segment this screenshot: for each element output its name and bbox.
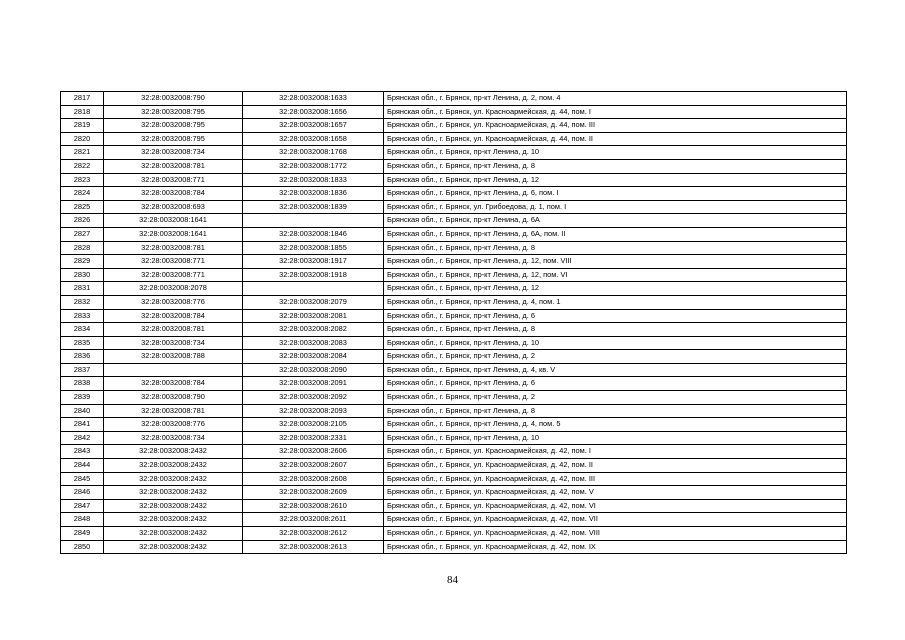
premises-cadastral-cell: 32:28:0032008:2092 (243, 391, 384, 405)
building-cadastral-cell (104, 363, 243, 377)
building-cadastral-cell: 32:28:0032008:795 (104, 105, 243, 119)
address-cell: Брянская обл., г. Брянск, ул. Красноармейская, д. 42, пом. VIII (384, 527, 847, 541)
address-cell: Брянская обл., г. Брянск, ул. Грибоедова, д. 1, пом. I (384, 200, 847, 214)
building-cadastral-cell: 32:28:0032008:781 (104, 241, 243, 255)
row-number-cell: 2822 (61, 159, 104, 173)
table-row (61, 119, 847, 133)
premises-cadastral-cell: 32:28:0032008:1656 (243, 105, 384, 119)
table-row (61, 377, 847, 391)
building-cadastral-cell: 32:28:0032008:795 (104, 132, 243, 146)
address-cell: Брянская обл., г. Брянск, пр-кт Ленина, д. 4, пом. 5 (384, 418, 847, 432)
address-cell: Брянская обл., г. Брянск, пр-кт Ленина, д. 12 (384, 173, 847, 187)
row-number-cell: 2818 (61, 105, 104, 119)
premises-cadastral-cell: 32:28:0032008:2084 (243, 350, 384, 364)
address-cell: Брянская обл., г. Брянск, пр-кт Ленина, д. 8 (384, 323, 847, 337)
premises-cadastral-cell: 32:28:0032008:1917 (243, 255, 384, 269)
building-cadastral-cell: 32:28:0032008:2432 (104, 472, 243, 486)
address-cell: Брянская обл., г. Брянск, ул. Красноармейская, д. 42, пом. II (384, 459, 847, 473)
address-cell: Брянская обл., г. Брянск, ул. Красноармейская, д. 42, пом. IX (384, 540, 847, 554)
premises-cadastral-cell: 32:28:0032008:2079 (243, 295, 384, 309)
table-row (61, 391, 847, 405)
row-number-cell: 2825 (61, 200, 104, 214)
table-row (61, 418, 847, 432)
building-cadastral-cell: 32:28:0032008:2432 (104, 527, 243, 541)
building-cadastral-cell: 32:28:0032008:771 (104, 255, 243, 269)
page-number: 84 (447, 574, 458, 586)
address-cell: Брянская обл., г. Брянск, пр-кт Ленина, д. 6 (384, 309, 847, 323)
building-cadastral-cell: 32:28:0032008:734 (104, 431, 243, 445)
building-cadastral-cell: 32:28:0032008:771 (104, 268, 243, 282)
premises-cadastral-cell: 32:28:0032008:1855 (243, 241, 384, 255)
building-cadastral-cell: 32:28:0032008:2078 (104, 282, 243, 296)
table-row (61, 146, 847, 160)
row-number-cell: 2849 (61, 527, 104, 541)
address-cell: Брянская обл., г. Брянск, пр-кт Ленина, д. 6А, пом. II (384, 227, 847, 241)
row-number-cell: 2844 (61, 459, 104, 473)
address-cell: Брянская обл., г. Брянск, пр-кт Ленина, д. 4, пом. 1 (384, 295, 847, 309)
table-row (61, 187, 847, 201)
address-cell: Брянская обл., г. Брянск, ул. Красноармейская, д. 42, пом. VII (384, 513, 847, 527)
premises-cadastral-cell: 32:28:0032008:2083 (243, 336, 384, 350)
premises-cadastral-cell: 32:28:0032008:2082 (243, 323, 384, 337)
premises-cadastral-cell: 32:28:0032008:2613 (243, 540, 384, 554)
row-number-cell: 2842 (61, 431, 104, 445)
row-number-cell: 2838 (61, 377, 104, 391)
table-row (61, 282, 847, 296)
premises-cadastral-cell: 32:28:0032008:1658 (243, 132, 384, 146)
address-cell: Брянская обл., г. Брянск, пр-кт Ленина, д. 2, пом. 4 (384, 92, 847, 106)
building-cadastral-cell: 32:28:0032008:2432 (104, 445, 243, 459)
table-row (61, 540, 847, 554)
row-number-cell: 2829 (61, 255, 104, 269)
row-number-cell: 2833 (61, 309, 104, 323)
premises-cadastral-cell (243, 282, 384, 296)
address-cell: Брянская обл., г. Брянск, пр-кт Ленина, д. 8 (384, 159, 847, 173)
row-number-cell: 2850 (61, 540, 104, 554)
premises-cadastral-cell: 32:28:0032008:1657 (243, 119, 384, 133)
building-cadastral-cell: 32:28:0032008:795 (104, 119, 243, 133)
building-cadastral-cell: 32:28:0032008:771 (104, 173, 243, 187)
building-cadastral-cell: 32:28:0032008:781 (104, 323, 243, 337)
row-number-cell: 2830 (61, 268, 104, 282)
row-number-cell: 2845 (61, 472, 104, 486)
premises-cadastral-cell: 32:28:0032008:2611 (243, 513, 384, 527)
row-number-cell: 2843 (61, 445, 104, 459)
address-cell: Брянская обл., г. Брянск, пр-кт Ленина, д. 8 (384, 404, 847, 418)
table-row (61, 255, 847, 269)
address-cell: Брянская обл., г. Брянск, пр-кт Ленина, д. 8 (384, 241, 847, 255)
building-cadastral-cell: 32:28:0032008:2432 (104, 459, 243, 473)
address-cell: Брянская обл., г. Брянск, пр-кт Ленина, д. 6А (384, 214, 847, 228)
row-number-cell: 2835 (61, 336, 104, 350)
row-number-cell: 2834 (61, 323, 104, 337)
address-cell: Брянская обл., г. Брянск, пр-кт Ленина, д. 6 (384, 377, 847, 391)
premises-cadastral-cell: 32:28:0032008:2607 (243, 459, 384, 473)
building-cadastral-cell: 32:28:0032008:776 (104, 418, 243, 432)
address-cell: Брянская обл., г. Брянск, ул. Красноармейская, д. 44, пом. III (384, 119, 847, 133)
address-cell: Брянская обл., г. Брянск, ул. Красноармейская, д. 44, пом. I (384, 105, 847, 119)
row-number-cell: 2827 (61, 227, 104, 241)
row-number-cell: 2826 (61, 214, 104, 228)
building-cadastral-cell: 32:28:0032008:1641 (104, 227, 243, 241)
row-number-cell: 2824 (61, 187, 104, 201)
table-row (61, 200, 847, 214)
premises-cadastral-cell: 32:28:0032008:1839 (243, 200, 384, 214)
table-row (61, 486, 847, 500)
building-cadastral-cell: 32:28:0032008:734 (104, 146, 243, 160)
address-cell: Брянская обл., г. Брянск, пр-кт Ленина, д. 2 (384, 350, 847, 364)
building-cadastral-cell: 32:28:0032008:790 (104, 391, 243, 405)
address-cell: Брянская обл., г. Брянск, пр-кт Ленина, д. 12 (384, 282, 847, 296)
table-row (61, 350, 847, 364)
premises-cadastral-cell: 32:28:0032008:1836 (243, 187, 384, 201)
building-cadastral-cell: 32:28:0032008:784 (104, 377, 243, 391)
registry-table-body (61, 92, 847, 554)
building-cadastral-cell: 32:28:0032008:776 (104, 295, 243, 309)
row-number-cell: 2832 (61, 295, 104, 309)
table-row (61, 105, 847, 119)
row-number-cell: 2846 (61, 486, 104, 500)
table-row (61, 431, 847, 445)
building-cadastral-cell: 32:28:0032008:2432 (104, 499, 243, 513)
address-cell: Брянская обл., г. Брянск, пр-кт Ленина, д. 12, пом. VI (384, 268, 847, 282)
row-number-cell: 2837 (61, 363, 104, 377)
premises-cadastral-cell: 32:28:0032008:2091 (243, 377, 384, 391)
address-cell: Брянская обл., г. Брянск, ул. Красноармейская, д. 44, пом. II (384, 132, 847, 146)
premises-cadastral-cell: 32:28:0032008:1918 (243, 268, 384, 282)
row-number-cell: 2839 (61, 391, 104, 405)
row-number-cell: 2847 (61, 499, 104, 513)
table-row (61, 173, 847, 187)
premises-cadastral-cell: 32:28:0032008:1768 (243, 146, 384, 160)
building-cadastral-cell: 32:28:0032008:1641 (104, 214, 243, 228)
premises-cadastral-cell: 32:28:0032008:1772 (243, 159, 384, 173)
table-row (61, 445, 847, 459)
table-row (61, 404, 847, 418)
premises-cadastral-cell: 32:28:0032008:1846 (243, 227, 384, 241)
building-cadastral-cell: 32:28:0032008:784 (104, 187, 243, 201)
table-row (61, 513, 847, 527)
table-row (61, 159, 847, 173)
row-number-cell: 2821 (61, 146, 104, 160)
row-number-cell: 2820 (61, 132, 104, 146)
table-row (61, 227, 847, 241)
premises-cadastral-cell: 32:28:0032008:2090 (243, 363, 384, 377)
table-row (61, 499, 847, 513)
building-cadastral-cell: 32:28:0032008:693 (104, 200, 243, 214)
premises-cadastral-cell: 32:28:0032008:2608 (243, 472, 384, 486)
premises-cadastral-cell: 32:28:0032008:2105 (243, 418, 384, 432)
table-row (61, 268, 847, 282)
table-row (61, 295, 847, 309)
row-number-cell: 2823 (61, 173, 104, 187)
premises-cadastral-cell (243, 214, 384, 228)
row-number-cell: 2819 (61, 119, 104, 133)
building-cadastral-cell: 32:28:0032008:2432 (104, 540, 243, 554)
row-number-cell: 2848 (61, 513, 104, 527)
building-cadastral-cell: 32:28:0032008:784 (104, 309, 243, 323)
table-row (61, 132, 847, 146)
premises-cadastral-cell: 32:28:0032008:2081 (243, 309, 384, 323)
building-cadastral-cell: 32:28:0032008:734 (104, 336, 243, 350)
table-row (61, 241, 847, 255)
premises-cadastral-cell: 32:28:0032008:2612 (243, 527, 384, 541)
address-cell: Брянская обл., г. Брянск, пр-кт Ленина, д. 4, кв. V (384, 363, 847, 377)
address-cell: Брянская обл., г. Брянск, пр-кт Ленина, д. 12, пом. VIII (384, 255, 847, 269)
building-cadastral-cell: 32:28:0032008:781 (104, 404, 243, 418)
row-number-cell: 2831 (61, 282, 104, 296)
address-cell: Брянская обл., г. Брянск, пр-кт Ленина, д. 10 (384, 146, 847, 160)
row-number-cell: 2840 (61, 404, 104, 418)
premises-cadastral-cell: 32:28:0032008:2610 (243, 499, 384, 513)
premises-cadastral-cell: 32:28:0032008:2093 (243, 404, 384, 418)
address-cell: Брянская обл., г. Брянск, ул. Красноармейская, д. 42, пом. VI (384, 499, 847, 513)
building-cadastral-cell: 32:28:0032008:781 (104, 159, 243, 173)
building-cadastral-cell: 32:28:0032008:2432 (104, 486, 243, 500)
premises-cadastral-cell: 32:28:0032008:2331 (243, 431, 384, 445)
table-row (61, 214, 847, 228)
table-row (61, 527, 847, 541)
address-cell: Брянская обл., г. Брянск, ул. Красноармейская, д. 42, пом. I (384, 445, 847, 459)
table-row (61, 323, 847, 337)
table-row (61, 336, 847, 350)
address-cell: Брянская обл., г. Брянск, пр-кт Ленина, д. 10 (384, 336, 847, 350)
row-number-cell: 2828 (61, 241, 104, 255)
building-cadastral-cell: 32:28:0032008:2432 (104, 513, 243, 527)
address-cell: Брянская обл., г. Брянск, пр-кт Ленина, д. 10 (384, 431, 847, 445)
address-cell: Брянская обл., г. Брянск, пр-кт Ленина, д. 6, пом. I (384, 187, 847, 201)
address-cell: Брянская обл., г. Брянск, ул. Красноармейская, д. 42, пом. V (384, 486, 847, 500)
row-number-cell: 2817 (61, 92, 104, 106)
table-row (61, 92, 847, 106)
address-cell: Брянская обл., г. Брянск, пр-кт Ленина, д. 2 (384, 391, 847, 405)
building-cadastral-cell: 32:28:0032008:790 (104, 92, 243, 106)
premises-cadastral-cell: 32:28:0032008:2609 (243, 486, 384, 500)
table-row (61, 459, 847, 473)
premises-cadastral-cell: 32:28:0032008:1633 (243, 92, 384, 106)
premises-cadastral-cell: 32:28:0032008:1833 (243, 173, 384, 187)
table-row (61, 309, 847, 323)
row-number-cell: 2841 (61, 418, 104, 432)
table-row (61, 363, 847, 377)
building-cadastral-cell: 32:28:0032008:788 (104, 350, 243, 364)
premises-cadastral-cell: 32:28:0032008:2606 (243, 445, 384, 459)
row-number-cell: 2836 (61, 350, 104, 364)
address-cell: Брянская обл., г. Брянск, ул. Красноармейская, д. 42, пом. III (384, 472, 847, 486)
registry-table (60, 91, 847, 554)
table-row (61, 472, 847, 486)
